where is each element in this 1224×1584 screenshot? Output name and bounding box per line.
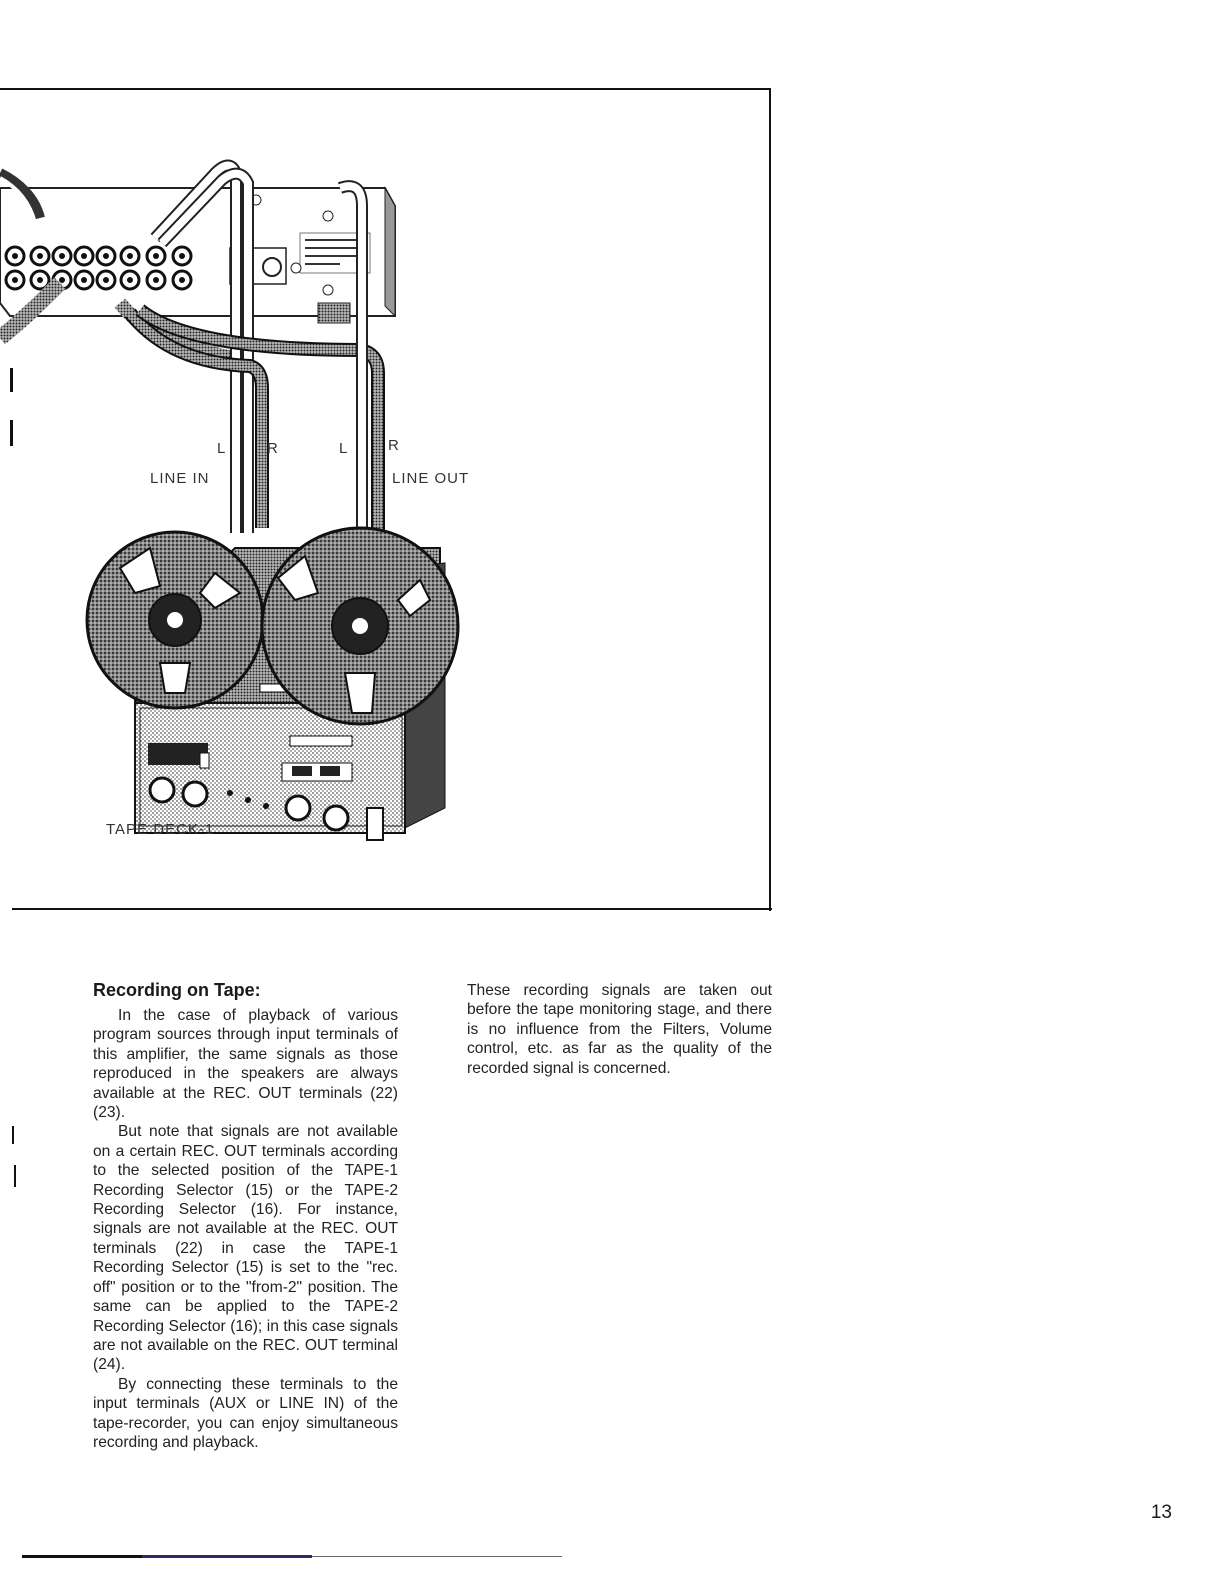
label-r-line-in: R (267, 440, 279, 457)
paragraph: These recording signals are taken out before the tape monitoring stage, and there is no influence from the Filters, Volume control, etc. as far as the quality of the recorded signal is concerned. (467, 982, 772, 1077)
margin-mark (14, 1165, 16, 1187)
label-l-line-out: L (339, 440, 349, 457)
label-r-line-out: R (388, 437, 400, 454)
bottom-rule (22, 1555, 562, 1558)
label-line-out: LINE OUT (392, 470, 470, 487)
paragraph: By connecting these terminals to the input terminals (AUX or LINE IN) of the tape-recorder, you can enjoy simultaneous recording and playback. (93, 1375, 398, 1451)
tape-deck (87, 528, 458, 840)
section-heading: Recording on Tape: (93, 980, 261, 1000)
label-l-line-in: L (217, 440, 227, 457)
connection-diagram (0, 88, 778, 921)
margin-mark (10, 420, 13, 446)
label-tape-deck: TAPE DECK-1 (106, 821, 215, 838)
left-text-column (93, 1006, 398, 1452)
margin-mark (10, 368, 13, 392)
margin-mark (12, 1126, 14, 1144)
paragraph: In the case of playback of various program sources through input terminals of this amplifier, the same signals as those reproduced in the speakers are always available at the REC. OUT terminals (22) (23). (93, 1007, 398, 1122)
diagram-illustration (0, 88, 778, 921)
paragraph: But note that signals are not available on a certain REC. OUT terminals according to the selected position of the TAPE-1 Recording Selector (15) or the TAPE-2 Recording Selector (16). For instance, signals are not available at the REC. OUT terminals (22) in case the TAPE-1 Recording Selector (15) is set to the "rec. off" position or to the "from-2" position. The same can be applied to the TAPE-2 Recording Selector (16); in this case signals are not available on the REC. OUT terminal (24). (93, 1123, 398, 1374)
page-number: 13 (1150, 1502, 1172, 1523)
label-line-in: LINE IN (150, 470, 210, 487)
right-text-column (467, 981, 772, 1078)
